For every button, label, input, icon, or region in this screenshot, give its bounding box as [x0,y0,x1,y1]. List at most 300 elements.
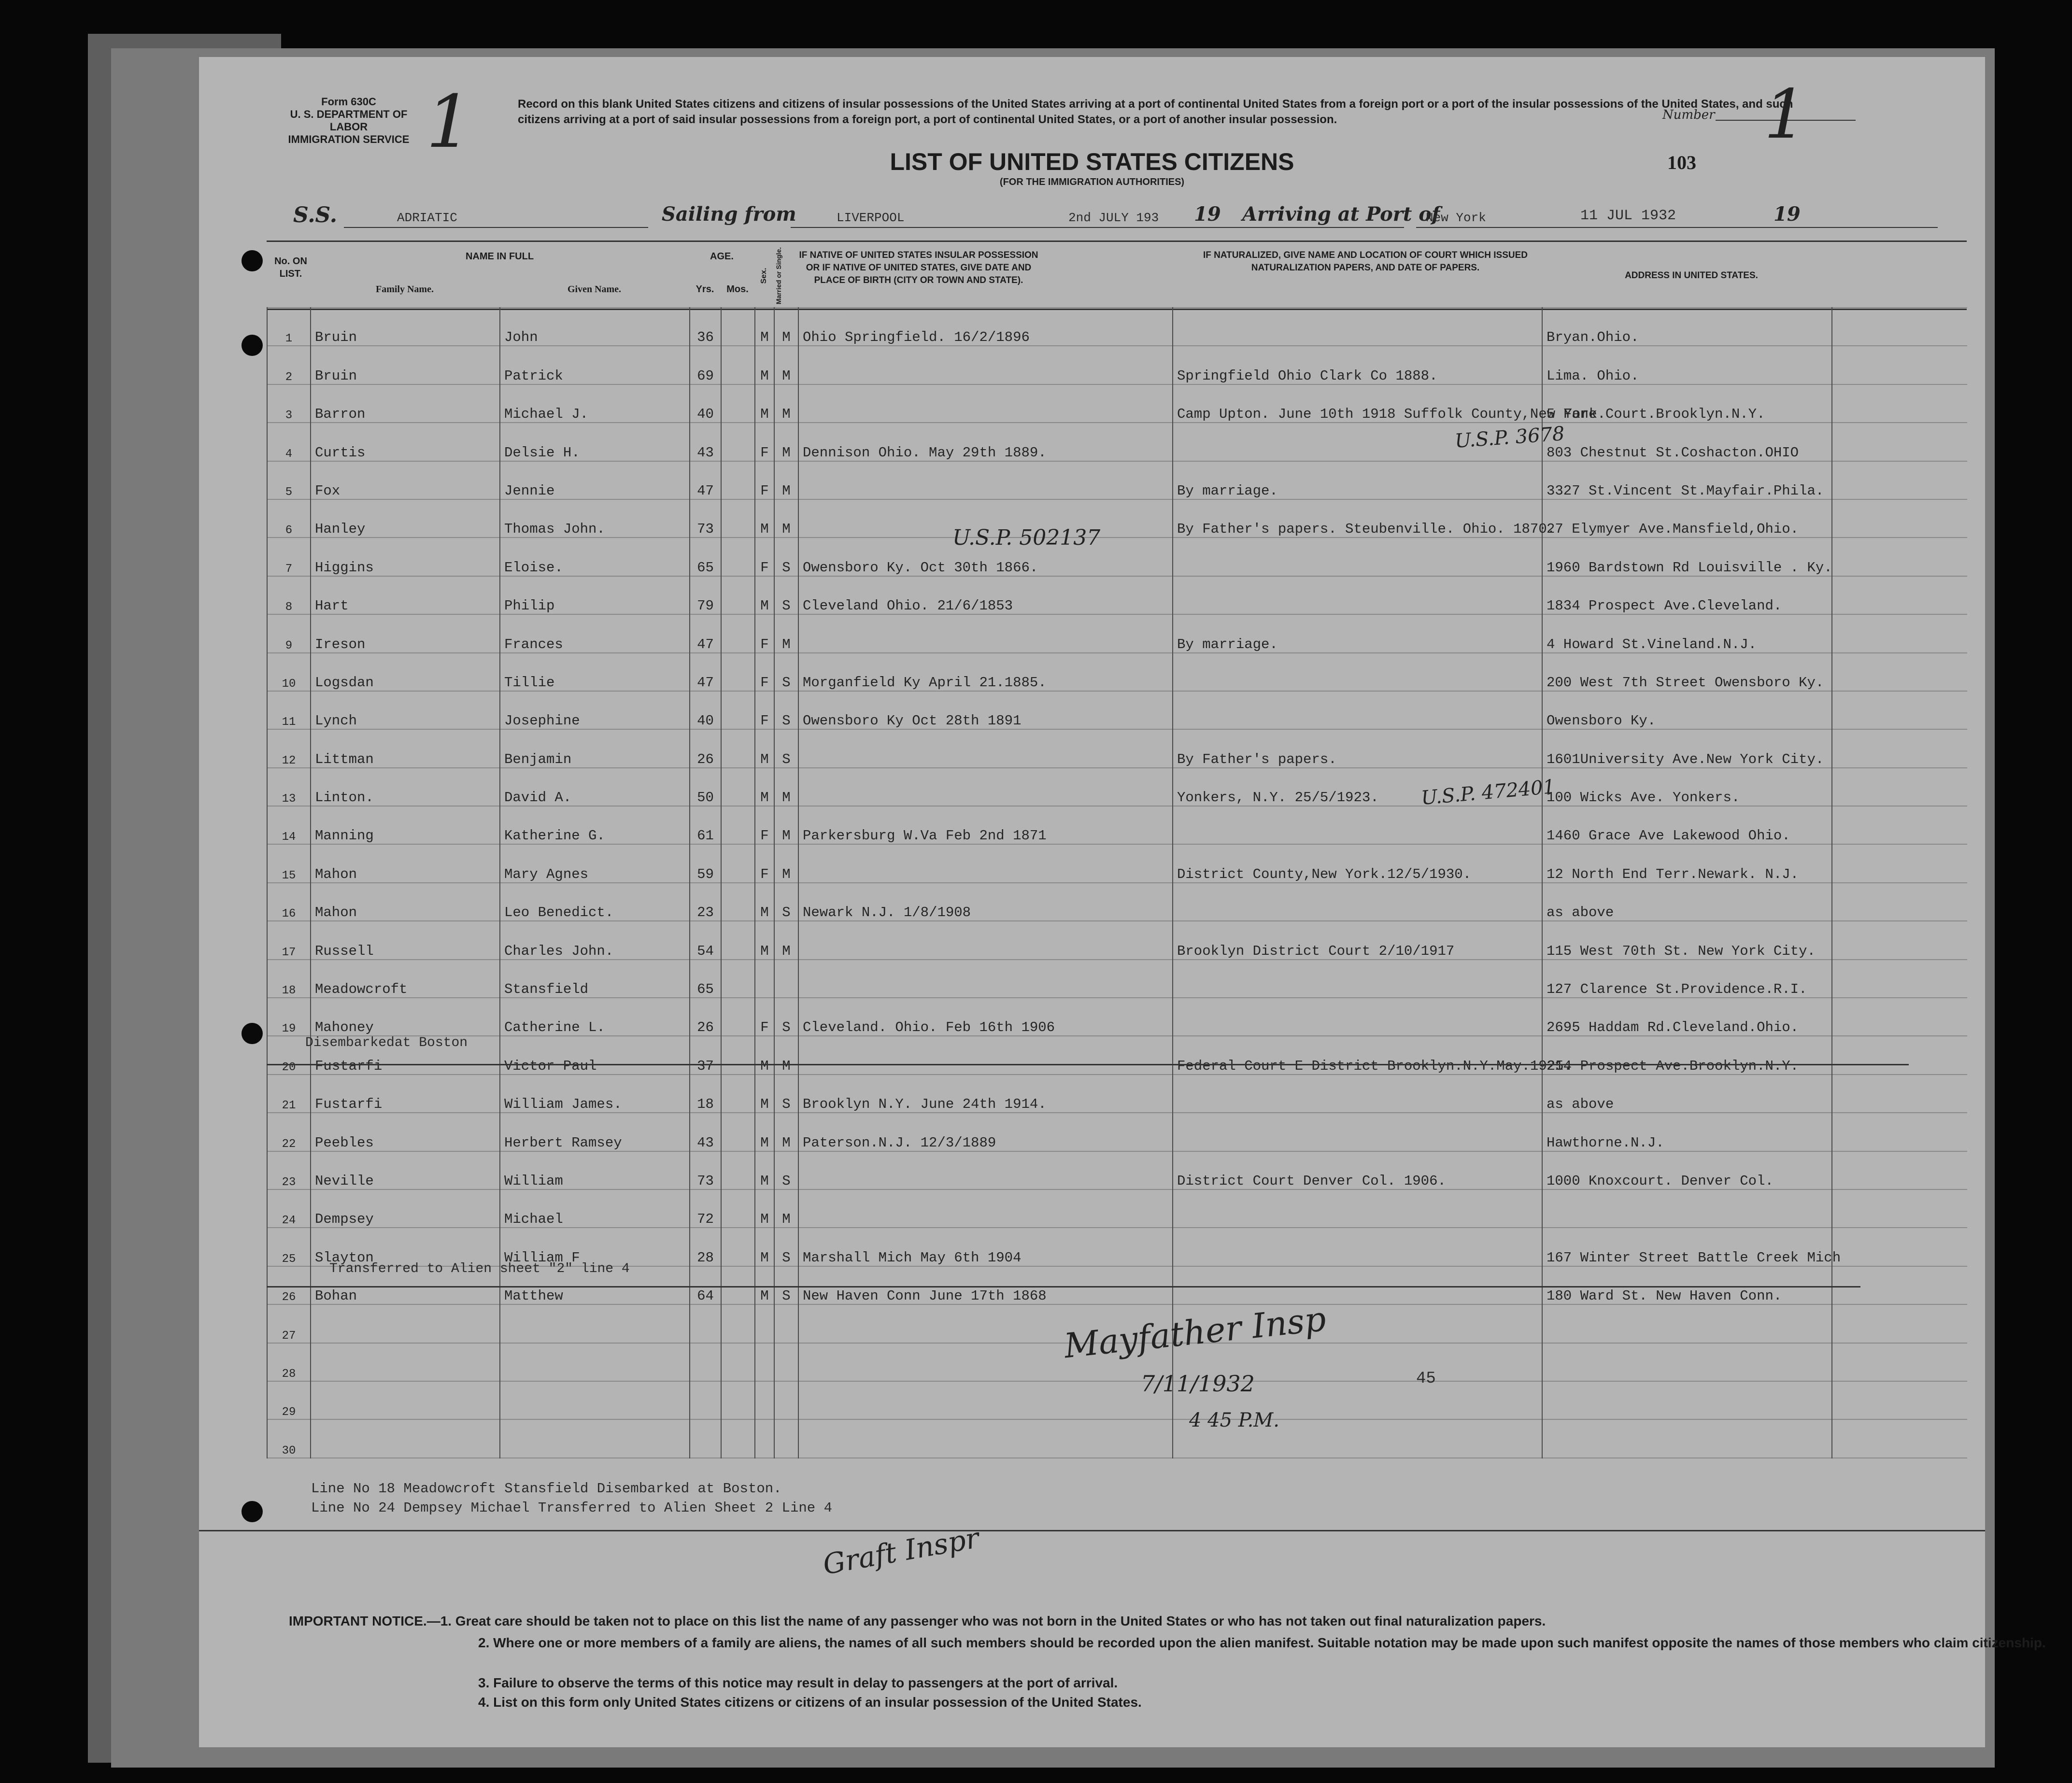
table-row [267,844,1967,882]
row-number: 18 [267,960,311,998]
family-name: Neville [311,1151,500,1189]
year-prefix-2: 19 [1774,203,1801,226]
address: 803 Chestnut St.Coshacton.OHIO [1542,423,1832,461]
birth-place-date: Brooklyn N.Y. June 24th 1914. [798,1075,1173,1113]
header-no: No. ON LIST. [274,256,307,279]
table-row [267,384,1967,423]
address [1542,1189,1832,1228]
marital-status: S [774,1266,798,1304]
age-years: 59 [690,844,721,882]
age-months [721,806,755,844]
footer-note-1: Line No 18 Meadowcroft Stansfield Disembarked at Boston. [311,1481,782,1497]
header-name-group: NAME IN FULL [465,251,534,262]
family-name: Manning [311,806,500,844]
sex [755,1381,774,1419]
given-name: William [500,1151,690,1189]
age-years [690,1343,721,1381]
naturalization [1173,538,1542,576]
birth-place-date: Cleveland Ohio. 21/6/1853 [798,576,1173,614]
blank-column [1832,1113,1967,1151]
address: 1460 Grace Ave Lakewood Ohio. [1542,806,1832,844]
marital-status: M [774,614,798,652]
sex: M [755,1189,774,1228]
naturalization: By marriage. [1173,461,1542,499]
birth-place-date [798,1151,1173,1189]
age-years: 73 [690,499,721,538]
naturalization: District Court Denver Col. 1906. [1173,1151,1542,1189]
table-row [267,1151,1967,1189]
header-given: Given Name. [567,284,622,295]
ship-line [344,227,648,228]
age-years: 40 [690,384,721,423]
sex: F [755,461,774,499]
family-name [311,1304,500,1343]
family-name: Barron [311,384,500,423]
address: Lima. Ohio. [1542,346,1832,384]
marital-status: S [774,1228,798,1266]
blank-column [1832,346,1967,384]
row-number: 17 [267,921,311,959]
year-prefix-1: 19 [1194,203,1221,226]
birth-place-date [798,461,1173,499]
age-years: 61 [690,806,721,844]
age-years: 47 [690,614,721,652]
family-name: Lynch [311,691,500,729]
marital-status [774,1304,798,1343]
age-years: 69 [690,346,721,384]
table-row [267,1113,1967,1151]
address: 5 Fane Court.Brooklyn.N.Y. [1542,384,1832,423]
marital-status [774,1381,798,1419]
blank-column [1832,1189,1967,1228]
age-months [721,1228,755,1266]
sex: F [755,423,774,461]
arrival-line [1416,227,1938,228]
sex: M [755,576,774,614]
row18-note: Disembarkedat Boston [305,1035,468,1050]
number-label: Number [1662,108,1715,122]
address: 1601University Ave.New York City. [1542,729,1832,767]
table-row [267,538,1967,576]
family-name [311,1381,500,1419]
marital-status: S [774,998,798,1036]
birth-place-date: New Haven Conn June 17th 1868 [798,1266,1173,1304]
age-months [721,921,755,959]
table-row [267,729,1967,767]
sex: F [755,614,774,652]
family-name: Bohan [311,1266,500,1304]
blank-column [1832,844,1967,882]
address: 127 Clarence St.Providence.R.I. [1542,960,1832,998]
row-number: 21 [267,1075,311,1113]
service: IMMIGRATION SERVICE [288,133,410,145]
row-number: 20 [267,1036,311,1074]
table-row [267,1381,1967,1419]
birth-place-date: Marshall Mich May 6th 1904 [798,1228,1173,1266]
row-number: 26 [267,1266,311,1304]
blank-column [1832,461,1967,499]
address: Bryan.Ohio. [1542,308,1832,346]
ss-label: S.S. [293,203,338,227]
sex: F [755,844,774,882]
given-name: Benjamin [500,729,690,767]
address: 100 Wicks Ave. Yonkers. [1542,768,1832,806]
sailing-date: 2nd JULY 193 [1068,211,1159,225]
age-months [721,1036,755,1074]
blank-column [1832,423,1967,461]
blank-column [1832,1304,1967,1343]
marital-status: M [774,461,798,499]
naturalization [1173,883,1542,921]
blank-column [1832,921,1967,959]
blank-column [1832,1266,1967,1304]
family-name [311,1343,500,1381]
form-number: Form 630C [321,96,376,108]
sailing-port: LIVERPOOL [837,211,905,225]
sex: M [755,1075,774,1113]
row-number: 14 [267,806,311,844]
marital-status: S [774,1151,798,1189]
row-number: 15 [267,844,311,882]
sailing-line [791,227,1404,228]
table-row [267,921,1967,959]
row-number: 2 [267,346,311,384]
age-years: 65 [690,960,721,998]
age-months [721,499,755,538]
age-years [690,1419,721,1458]
signature-time: 4 45 P.M. [1189,1409,1279,1431]
age-months [721,308,755,346]
blank-column [1832,806,1967,844]
naturalization: By Father's papers. Steubenville. Ohio. 1870. [1173,499,1542,538]
given-name: Leo Benedict. [500,883,690,921]
row-number: 8 [267,576,311,614]
header-married: Married or Single. [775,247,782,305]
footer-note-2: Line No 24 Dempsey Michael Transferred to Alien Sheet 2 Line 4 [311,1500,832,1516]
blank-column [1832,998,1967,1036]
page-number: 103 [1667,152,1696,173]
given-name: Patrick [500,346,690,384]
sex [755,1304,774,1343]
naturalization [1173,998,1542,1036]
birth-place-date: Newark N.J. 1/8/1908 [798,883,1173,921]
marital-status: M [774,806,798,844]
family-name: Dempsey [311,1189,500,1228]
given-name [500,1419,690,1458]
blank-column [1832,614,1967,652]
row-number: 6 [267,499,311,538]
age-years: 28 [690,1228,721,1266]
age-months [721,883,755,921]
age-months [721,538,755,576]
age-years: 26 [690,998,721,1036]
sex: M [755,346,774,384]
row-number: 1 [267,308,311,346]
birth-place-date [798,346,1173,384]
family-name: Ireson [311,614,500,652]
family-name: Hart [311,576,500,614]
naturalization: By marriage. [1173,614,1542,652]
naturalization: Springfield Ohio Clark Co 1888. [1173,346,1542,384]
address: 200 West 7th Street Owensboro Ky. [1542,653,1832,691]
family-name: Higgins [311,538,500,576]
naturalization [1173,576,1542,614]
punch-hole [241,1023,263,1044]
age-months [721,768,755,806]
row-number: 11 [267,691,311,729]
given-name: Josephine [500,691,690,729]
age-years: 65 [690,538,721,576]
given-name: Delsie H. [500,423,690,461]
address [1542,1304,1832,1343]
age-years: 36 [690,308,721,346]
age-months [721,1419,755,1458]
intro-text: Record on this blank United States citizens and citizens of insular possessions of the United States arriving at a port of continental United States from a foreign port or a port of the insular possessions of the United States, and such citizens arriving at a port of said insular possessions from a foreign port, a port of continental United States, or a port of another insular possession. [518,98,1793,126]
usp-stamp-3: U.S.P. 472401 [1420,775,1556,810]
row-number: 23 [267,1151,311,1189]
marital-status: S [774,691,798,729]
row-number: 16 [267,883,311,921]
marital-status: S [774,729,798,767]
given-name: William James. [500,1075,690,1113]
form-title: LIST OF UNITED STATES CITIZENS [890,148,1294,175]
sex: M [755,921,774,959]
sex: M [755,729,774,767]
form-subtitle: (FOR THE IMMIGRATION AUTHORITIES) [999,177,1185,187]
header-age-group: AGE. [710,251,734,262]
birth-place-date [798,1189,1173,1228]
age-years: 47 [690,653,721,691]
naturalization [1173,1228,1542,1266]
naturalization [1173,806,1542,844]
marital-status: S [774,538,798,576]
given-name: William F [500,1228,690,1266]
sex: M [755,384,774,423]
naturalization [1173,960,1542,998]
given-name: John [500,308,690,346]
address: as above [1542,1075,1832,1113]
given-name: David A. [500,768,690,806]
given-name: Tillie [500,653,690,691]
arriving-label: Arriving at Port of [1242,203,1440,226]
marital-status: M [774,844,798,882]
age-months [721,614,755,652]
blank-column [1832,576,1967,614]
table-row [267,346,1967,384]
row-number: 24 [267,1189,311,1228]
age-months [721,1075,755,1113]
naturalization [1173,1075,1542,1113]
family-name: Bruin [311,308,500,346]
given-name: Thomas John. [500,499,690,538]
age-years: 23 [690,883,721,921]
notice-item-2: 2. Where one or more members of a family are aliens, the names of all such members should be recorded upon the alien manifest. Suitable notation may be made upon such manifest opposite the names of those members who claim citizenship. [478,1635,2046,1650]
notice-item-3: 3. Failure to observe the terms of this notice may result in delay to passengers at the port of arrival. [478,1675,1118,1690]
notice-item-1: IMPORTANT NOTICE.—1. Great care should be taken not to place on this list the name of any passenger who was not born in the United States or who has not taken out final naturalization papers. [289,1613,1546,1628]
birth-place-date: Dennison Ohio. May 29th 1889. [798,423,1173,461]
family-name: Mahoney [311,998,500,1036]
row18-strike [267,1064,1909,1065]
row-number: 7 [267,538,311,576]
row-number: 9 [267,614,311,652]
address: 4 Howard St.Vineland.N.J. [1542,614,1832,652]
age-months [721,844,755,882]
notice-heading: IMPORTANT NOTICE. [289,1613,427,1628]
family-name: Littman [311,729,500,767]
sex: M [755,1266,774,1304]
row-number: 27 [267,1304,311,1343]
address [1542,1419,1832,1458]
table-row [267,1075,1967,1113]
row-number: 13 [267,768,311,806]
birth-place-date: Parkersburg W.Va Feb 2nd 1871 [798,806,1173,844]
age-months [721,1113,755,1151]
naturalization: Camp Upton. June 10th 1918 Suffolk County,New York. [1173,384,1542,423]
given-name: Eloise. [500,538,690,576]
manifest-page [199,57,2046,1747]
given-name: Herbert Ramsey [500,1113,690,1151]
age-months [721,960,755,998]
arrival-date: 11 JUL 1932 [1580,208,1676,224]
address [1542,1343,1832,1381]
table-row [267,653,1967,691]
naturalization: District County,New York.12/5/1930. [1173,844,1542,882]
given-name: Mary Agnes [500,844,690,882]
given-name: Matthew [500,1266,690,1304]
header-address: ADDRESS IN UNITED STATES. [1625,270,1758,281]
row-number: 4 [267,423,311,461]
sex: M [755,499,774,538]
family-name: Slayton [311,1228,500,1266]
table-row [267,308,1967,346]
marital-status: M [774,346,798,384]
family-name: Mahon [311,844,500,882]
header-yrs: Yrs. [695,284,714,295]
birth-place-date [798,768,1173,806]
usp-stamp-2: U.S.P. 502137 [952,525,1101,550]
row-number: 3 [267,384,311,423]
blank-column [1832,960,1967,998]
blank-column [1832,308,1967,346]
blank-column [1832,1228,1967,1266]
given-name: Charles John. [500,921,690,959]
blank-column [1832,883,1967,921]
naturalization: Brooklyn District Court 2/10/1917 [1173,921,1542,959]
birth-place-date: Paterson.N.J. 12/3/1889 [798,1113,1173,1151]
given-name: Catherine L. [500,998,690,1036]
address [1542,1381,1832,1419]
given-name: Stansfield [500,960,690,998]
naturalization [1173,308,1542,346]
age-months [721,1343,755,1381]
blank-column [1832,1151,1967,1189]
sex [755,1343,774,1381]
table-row [267,576,1967,614]
age-months [721,1266,755,1304]
header-sex: Sex. [760,268,768,284]
table-row [267,423,1967,461]
age-months [721,653,755,691]
sex: F [755,653,774,691]
marital-status: M [774,499,798,538]
form-id [276,96,421,146]
naturalization: Yonkers, N.Y. 25/5/1923. [1173,768,1542,806]
blank-column [1832,768,1967,806]
birth-place-date [798,844,1173,882]
age-months [721,576,755,614]
sex: F [755,998,774,1036]
family-name: Curtis [311,423,500,461]
sex: M [755,883,774,921]
row-number: 29 [267,1381,311,1419]
given-name: Michael J. [500,384,690,423]
sailing-label: Sailing from [662,203,796,226]
age-months [721,729,755,767]
address: 115 West 70th St. New York City. [1542,921,1832,959]
age-months [721,1189,755,1228]
header-mos: Mos. [726,284,749,295]
birth-place-date [798,384,1173,423]
table-row [267,691,1967,729]
age-months [721,1304,755,1343]
address: 3327 St.Vincent St.Mayfair.Phila. [1542,461,1832,499]
sex: F [755,538,774,576]
marital-status: M [774,1113,798,1151]
header-birth: IF NATIVE OF UNITED STATES INSULAR POSSESSION OR IF NATIVE OF UNITED STATES, GIVE DATE AND PLACE OF BIRTH (CITY OR TOWN AND STATE). [799,250,1038,285]
notice-item-4: 4. List on this form only United States citizens or citizens of an insular possession of the United States. [478,1695,1142,1710]
marital-status: M [774,308,798,346]
birth-place-date [798,960,1173,998]
inspector-signature: Mayfather Insp [1062,1299,1328,1366]
marital-status: M [774,768,798,806]
blank-column [1832,1075,1967,1113]
ship-name: ADRIATIC [397,211,457,225]
bottom-signature: Graft Inspr [820,1521,982,1581]
sex: M [755,1036,774,1074]
address: 2695 Haddam Rd.Cleveland.Ohio. [1542,998,1832,1036]
family-name: Fustarfi [311,1075,500,1113]
naturalization [1173,653,1542,691]
age-months [721,423,755,461]
birth-place-date [798,729,1173,767]
given-name: Katherine G. [500,806,690,844]
birth-place-date: Morganfield Ky April 21.1885. [798,653,1173,691]
birth-place-date [798,1419,1173,1458]
given-name: Frances [500,614,690,652]
birth-place-date [798,1381,1173,1419]
marital-status: M [774,1036,798,1074]
table-row [267,1419,1967,1458]
birth-place-date: Cleveland. Ohio. Feb 16th 1906 [798,998,1173,1036]
sex: M [755,1228,774,1266]
address: Owensboro Ky. [1542,691,1832,729]
marital-status: S [774,1075,798,1113]
signature-date: 7/11/1932 [1141,1371,1255,1397]
age-months [721,461,755,499]
blank-column [1832,538,1967,576]
family-name: Hanley [311,499,500,538]
address: 167 Winter Street Battle Creek Mich [1542,1228,1832,1266]
blank-column [1832,1381,1967,1419]
age-months [721,384,755,423]
usp-stamp-1: U.S.P. 3678 [1454,423,1565,453]
header-naturalized: IF NATURALIZED, GIVE NAME AND LOCATION OF COURT WHICH ISSUED NATURALIZATION PAPERS, AND DATE OF PAPERS. [1203,250,1528,273]
naturalization [1173,1266,1542,1304]
row-number: 25 [267,1228,311,1266]
row-number: 5 [267,461,311,499]
family-name: Linton. [311,768,500,806]
sex: M [755,768,774,806]
